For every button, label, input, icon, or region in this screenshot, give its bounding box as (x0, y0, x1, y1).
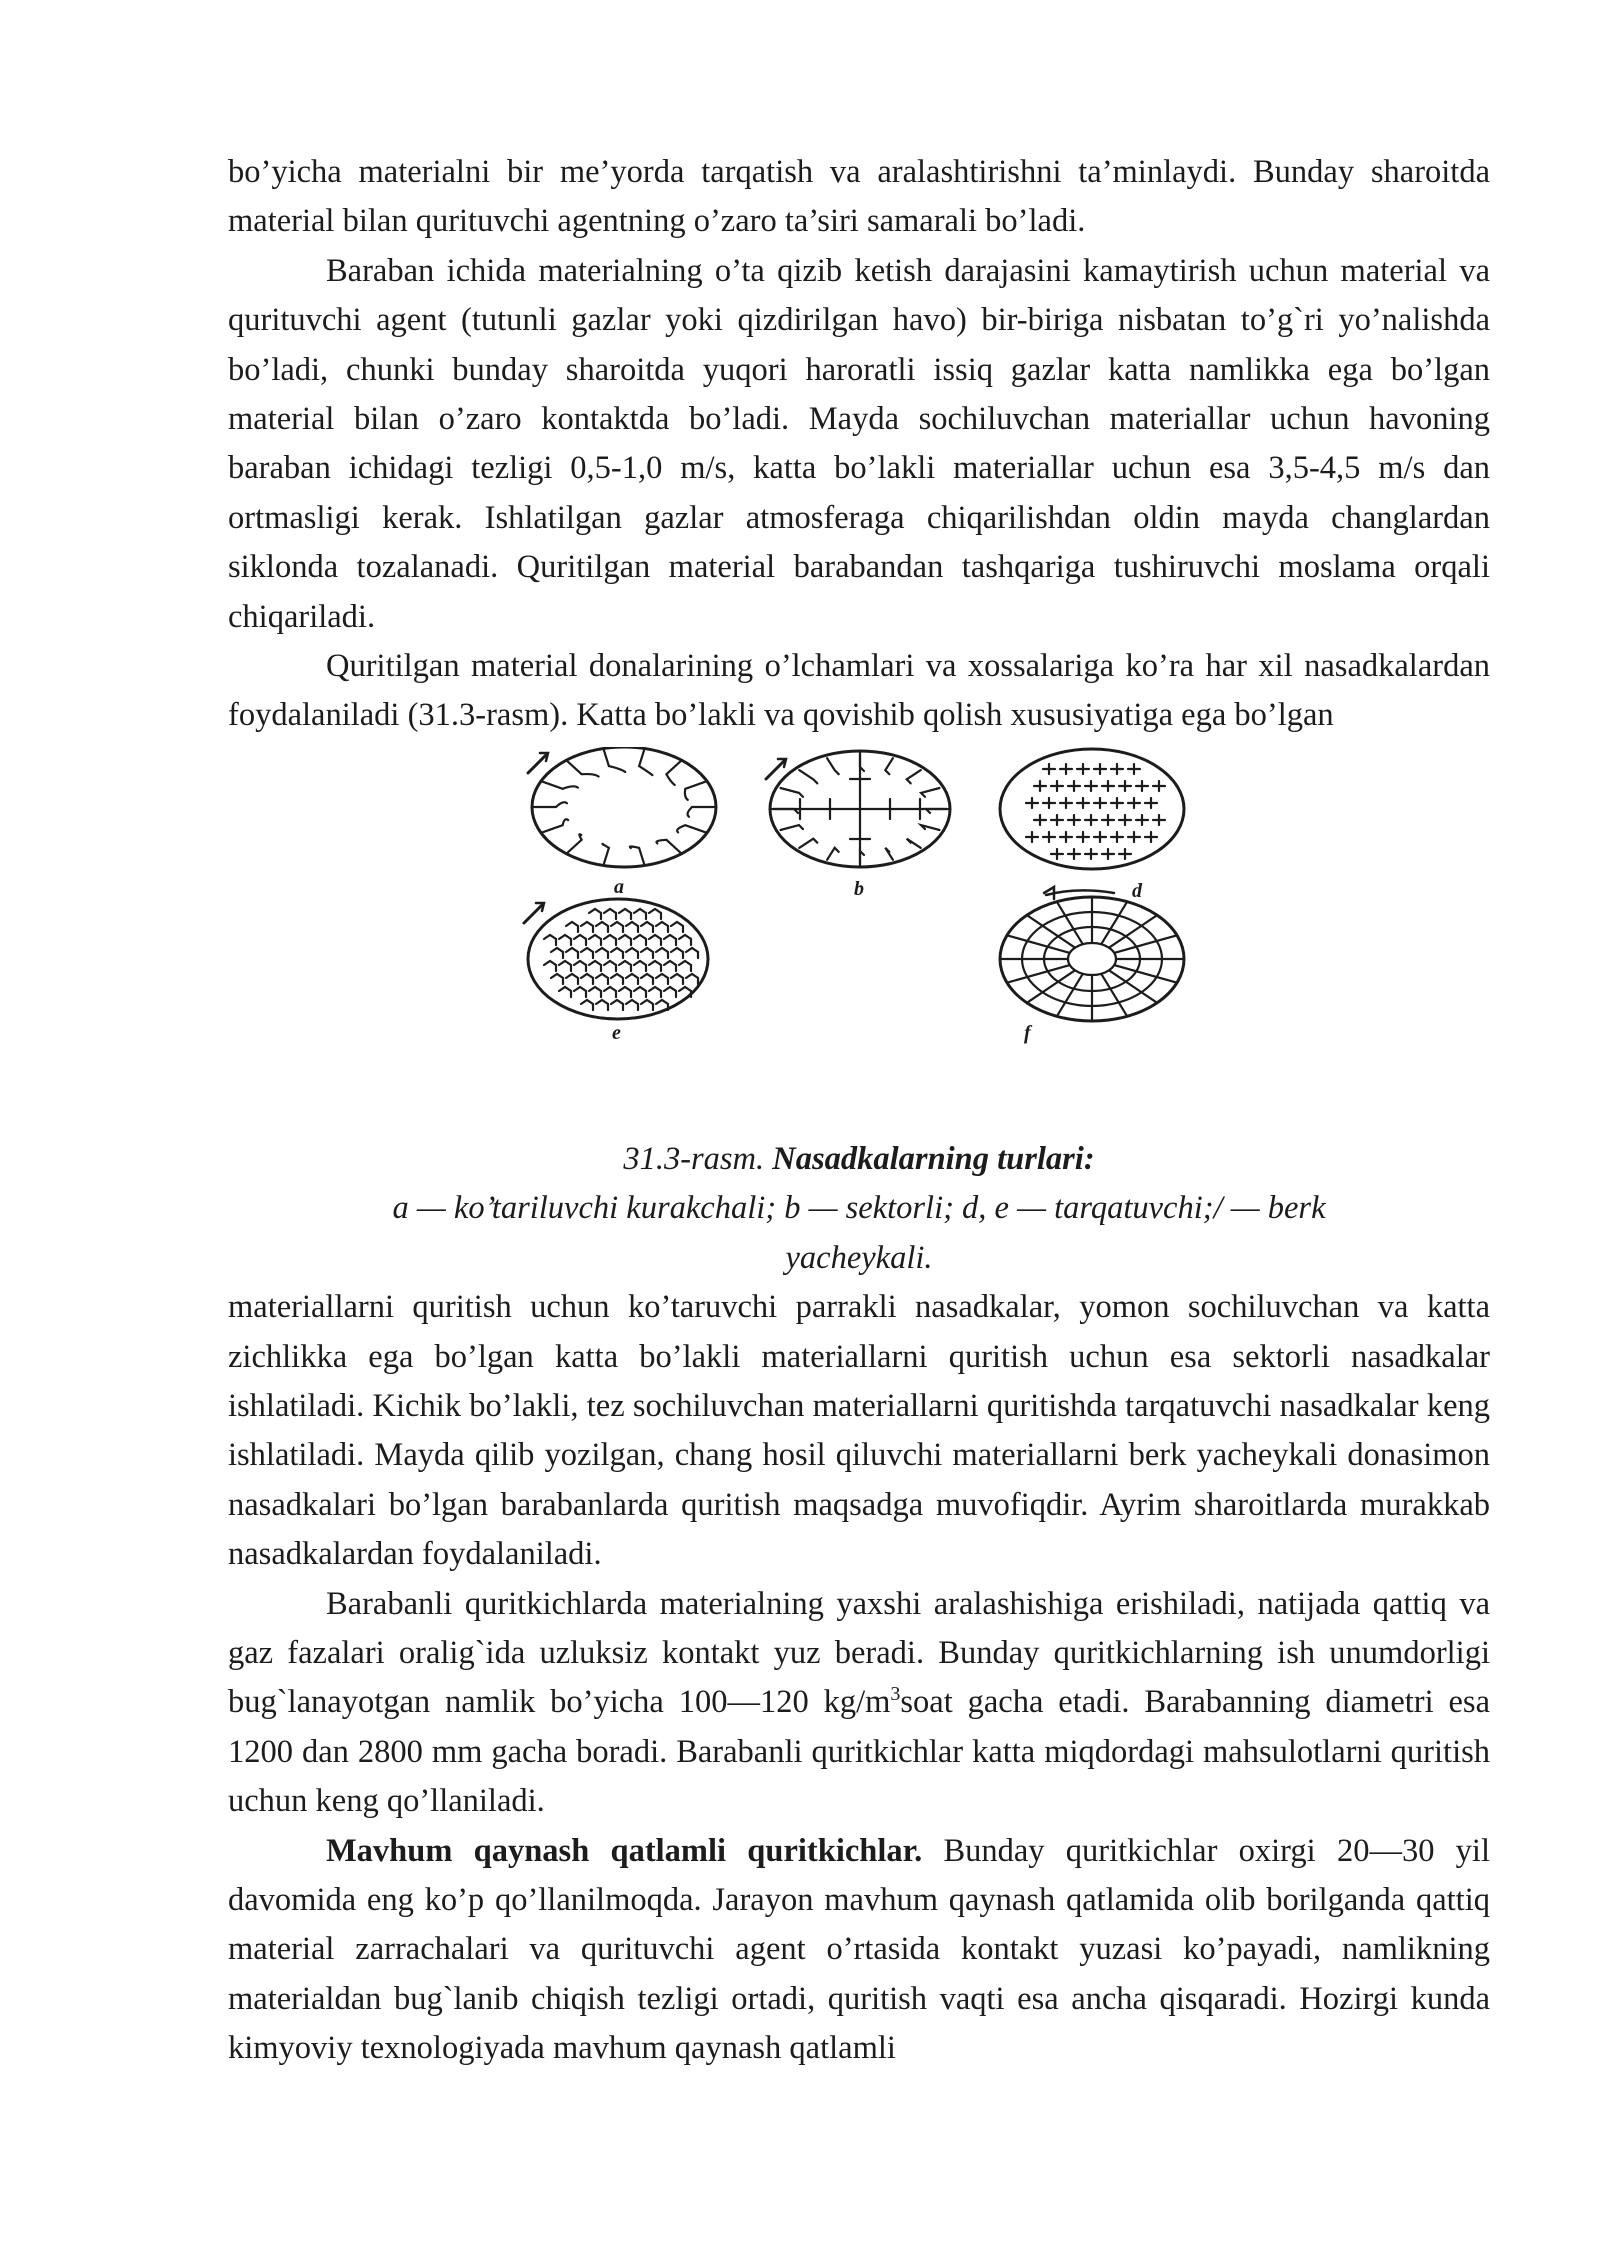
cell (566, 948, 578, 958)
cell (604, 935, 616, 945)
cell (596, 974, 608, 984)
cell (1102, 781, 1114, 791)
cell (1085, 815, 1097, 825)
cell (596, 922, 608, 932)
blade (921, 825, 940, 830)
blade (921, 788, 940, 797)
figure-caption-line3: yacheykali. (785, 1239, 933, 1276)
cell (664, 987, 676, 997)
blade (907, 839, 921, 848)
paragraph-baraban-flow: Baraban ichida materialning o’ta qizib ketish darajasini kamaytirish uchun material va qurituvchi agent (tutunli gazlar yoki qizdirilgan havo) bir-biriga nisbatan to’g`ri yo’nalishda bo’ladi, chunki bunday sharoitda yuqori haroratli issiq gazlar katta namlikka ega bo’lgan material bilan o’zaro kontaktda bo’ladi. Mayda sochiluvchan materiallar uchun havoning baraban ichidagi tezligi 0,5-1,0 m/s, katta bo’lakli materiallar uchun esa 3,5-4,5 m/s dan ortmasligi kerak. Ishlatilgan gazlar atmosferaga chiqarilishdan oldin mayda changlardan siklonda tozalanadi. Quritilgan material barabandan tashqariga tushiruvchi moslama orqali chiqariladi. (228, 252, 1490, 635)
cell (1145, 798, 1157, 808)
drum-e-distributing (524, 899, 708, 1019)
cell (634, 961, 646, 971)
cell (551, 948, 563, 958)
productivity-text: Barabanli quritkichlarda materialning yaxshi aralashishiga erishiladi, natijada qattiq va gaz fazalari oralig`ida uzluksiz kontakt yuz beradi. Bunday quritkichlarning ish unumdorligi bug`lanayotgan namlik bo’yicha 100—120 kg/m (228, 1585, 1490, 1721)
blade (885, 848, 893, 860)
cell (1026, 798, 1038, 808)
blade (885, 758, 893, 774)
blade (568, 762, 599, 777)
cell (589, 935, 601, 945)
cell (671, 948, 683, 958)
cell (626, 922, 638, 932)
cell (1094, 798, 1106, 808)
cell (574, 961, 586, 971)
cell (611, 974, 623, 984)
cell (1034, 815, 1046, 825)
cell (581, 1000, 593, 1010)
paragraph-fluidized-bed (228, 1827, 1490, 2074)
blade (568, 834, 582, 852)
blade (781, 788, 804, 797)
cell (641, 974, 653, 984)
cell (574, 935, 586, 945)
cell (604, 987, 616, 997)
cell (1085, 781, 1097, 791)
cell (686, 948, 698, 958)
cell (626, 974, 638, 984)
cell (1034, 781, 1046, 791)
cell (551, 974, 563, 984)
blade (639, 750, 652, 775)
blade (774, 809, 798, 813)
cell (634, 987, 646, 997)
cell (1060, 798, 1072, 808)
cell (581, 948, 593, 958)
figure-caption-line2: a — ko’tariluvchi kurakchali; b — sektorli; d, e — tarqatuvchi;/ — berk (392, 1190, 1326, 1227)
cell (544, 935, 556, 945)
figure-nasadka-types (228, 747, 1490, 1135)
cell (1085, 849, 1097, 859)
cell (589, 961, 601, 971)
label-a: a (614, 875, 624, 898)
blade (656, 840, 680, 853)
paragraph-productivity (228, 1580, 1490, 1827)
cell (1043, 798, 1055, 808)
nasadka-diagram (228, 747, 1490, 1135)
cell (574, 987, 586, 997)
blade (926, 809, 946, 813)
cell (581, 922, 593, 932)
label-f: f (1024, 1021, 1031, 1044)
cell (686, 974, 698, 984)
cell (1043, 764, 1055, 774)
cell (1051, 849, 1063, 859)
cell (1145, 832, 1157, 842)
blade (827, 758, 839, 774)
drum-a-lifting-blades (528, 747, 716, 867)
drum-d-distributing (1000, 749, 1184, 869)
cell (1153, 781, 1165, 791)
cell (1026, 832, 1038, 842)
blade (799, 770, 817, 783)
cell (604, 909, 616, 919)
blade (860, 754, 864, 771)
cell (1119, 815, 1131, 825)
cell (589, 909, 601, 919)
blade (827, 848, 839, 860)
cell (1111, 764, 1123, 774)
cell (649, 987, 661, 997)
cell (1119, 781, 1131, 791)
cell (1068, 815, 1080, 825)
cell (649, 961, 661, 971)
caption-number: 31.3-rasm. (623, 1140, 765, 1177)
cell (1068, 849, 1080, 859)
blade (534, 802, 567, 807)
unit-superscript: 3 (890, 1683, 901, 1706)
section-body: Bunday quritkichlar oxirgi 20—30 yil davomida eng ko’p qo’llanilmoqda. Jarayon mavhum qaynash qatlamida olib borilganda qattiq material zarrachalari va qurituvchi agent o’rtasida kontakt yuzasi ko’payadi, namlikning materialdan bug`lanib chiqish tezligi ortadi, quritish vaqti esa ancha qisqaradi. Hozirgi kunda kimyoviy texnologiyada mavhum qaynash qatlamli (228, 1832, 1490, 2067)
blade (543, 819, 568, 832)
blade (688, 807, 714, 817)
cell (1111, 832, 1123, 842)
cell (611, 1000, 623, 1010)
paragraph-nasadka-usage: materiallarni quritish uchun ko’taruvchi parrakli nasadkalar, yomon sochiluvchan va katta zichlikka ega bo’lgan katta bo’lakli materiallarni quritish uchun esa sektorli nasadkalar ishlatiladi. Kichik bo’lakli, tez sochiluvchan materiallarni quritishda tarqatuvchi nasadkalar keng ishlatiladi. Mayda qilib yozilgan, chang hosil qiluvchi materiallarni berk yacheykali donasimon nasadkalari bo’lgan barabanlarda quritish maqsadga muvofiqdir. Ayrim sharoitlarda murakkab nasadkalardan foydalaniladi. (228, 1289, 1490, 1573)
cell (559, 961, 571, 971)
cell (634, 909, 646, 919)
cell (559, 935, 571, 945)
blade (799, 839, 817, 848)
cell (664, 961, 676, 971)
cell (589, 987, 601, 997)
caption-title: Nasadkalarning turlari: (772, 1140, 1095, 1177)
label-b: b (854, 877, 864, 900)
cell (641, 948, 653, 958)
blade (677, 825, 705, 832)
cell (1077, 832, 1089, 842)
cell (1060, 764, 1072, 774)
cell (679, 935, 691, 945)
cell (649, 909, 661, 919)
cell (626, 1000, 638, 1010)
label-e: e (612, 1021, 621, 1044)
section-heading: Mavhum qaynash qatlamli quritkichlar. (326, 1832, 923, 1869)
blade (543, 782, 578, 789)
cell (679, 961, 691, 971)
cell (566, 974, 578, 984)
cell (641, 1000, 653, 1010)
label-d: d (1132, 879, 1142, 902)
cell (581, 974, 593, 984)
cell (604, 961, 616, 971)
blade (781, 825, 804, 830)
cell (634, 935, 646, 945)
cell (619, 909, 631, 919)
cell (1043, 832, 1055, 842)
cell (566, 922, 578, 932)
cell (1077, 798, 1089, 808)
cell (664, 935, 676, 945)
cell (596, 1000, 608, 1010)
cell (619, 935, 631, 945)
cell (626, 948, 638, 958)
cell (544, 961, 556, 971)
blade (666, 762, 680, 785)
figure-caption-line1 (228, 1135, 1490, 1184)
cell (656, 974, 668, 984)
cell (1077, 764, 1089, 774)
paragraph-nasadka-intro: Quritilgan material donalarining o’lchamlari va xossalariga ko’ra har xil nasadkalardan foydalaniladi (31.3-rasm). Katta bo’lakli va qovishib qolish xususiyatiga ega bo’lgan (228, 648, 1490, 734)
paragraph-continuation: bo’yicha materialni bir me’yorda tarqatish va aralashtirishni ta’minlaydi. Bunday sharoitda material bilan qurituvchi agentning o’zaro ta’siri samarali bo’ladi. (228, 154, 1490, 240)
cell (656, 948, 668, 958)
cell (559, 987, 571, 997)
drum-b-sectoral (766, 751, 950, 867)
cell (1051, 815, 1063, 825)
cell (671, 974, 683, 984)
blade (685, 782, 705, 800)
cell (1128, 764, 1140, 774)
cell (1136, 781, 1148, 791)
cell (1119, 849, 1131, 859)
productivity-text-cont: soat gacha etadi. Barabanning diametri esa 1200 dan 2800 mm gacha boradi. Barabanli quritkichlar katta miqdordagi mahsulotlarni quritish uchun keng qo’llaniladi. (228, 1684, 1490, 1820)
cell (611, 922, 623, 932)
blade (860, 851, 864, 864)
cell (1094, 832, 1106, 842)
cell (1128, 798, 1140, 808)
cell (1068, 781, 1080, 791)
cell (656, 922, 668, 932)
cell (1128, 832, 1140, 842)
blade (630, 846, 644, 863)
cell (1060, 832, 1072, 842)
cell (649, 935, 661, 945)
cell (671, 922, 683, 932)
cell (1102, 849, 1114, 859)
cell (619, 961, 631, 971)
blade (602, 844, 609, 864)
document-page (228, 148, 1490, 2074)
cell (1111, 798, 1123, 808)
cell (596, 948, 608, 958)
blade (604, 750, 625, 772)
cell (1153, 815, 1165, 825)
cell (1102, 815, 1114, 825)
cell (1051, 781, 1063, 791)
cell (619, 987, 631, 997)
blade (907, 770, 921, 783)
cell (1136, 815, 1148, 825)
cell (641, 922, 653, 932)
cell (611, 948, 623, 958)
drum-f-closed-cells (1000, 887, 1184, 1021)
cell (1094, 764, 1106, 774)
